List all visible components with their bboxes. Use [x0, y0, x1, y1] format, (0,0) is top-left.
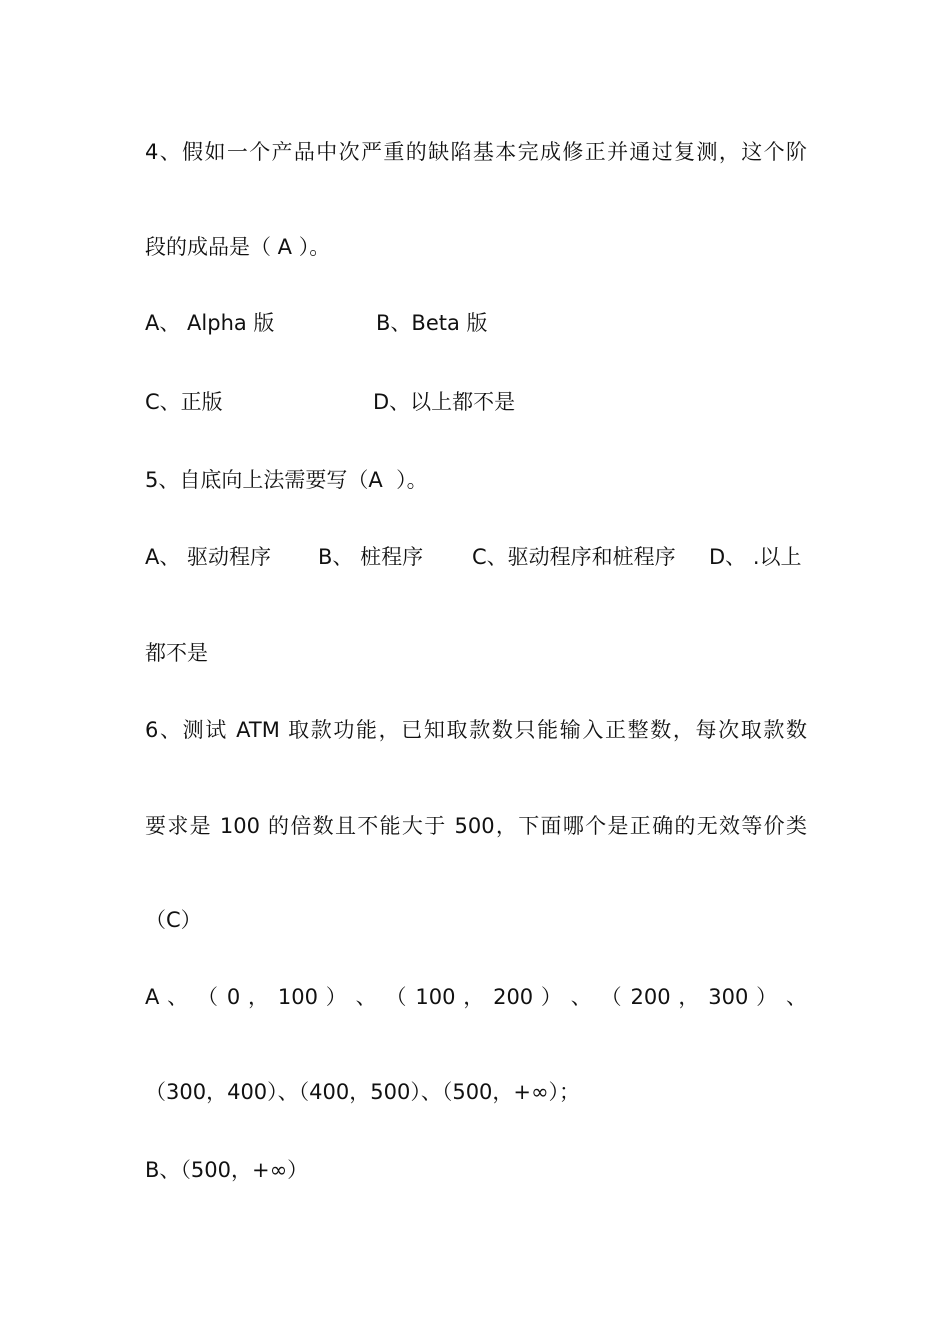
q5-option-b: B、 桩程序 [318, 545, 424, 569]
q4-options-row-2 [145, 388, 516, 472]
q5-option-d-continuation: 都不是 [145, 641, 208, 665]
q5-option-a: A、 驱动程序 [145, 545, 272, 569]
q4-option-c: C、正版 [145, 390, 223, 414]
q6-option-a-line-1: A 、 （ 0 ， 100 ） 、 （ 100 ， 200 ） 、 （ 200 ， 300 ） 、 [145, 985, 807, 1009]
q4-options-row-1 [145, 309, 488, 393]
q4-stem-line-1: 4、假如一个产品中次严重的缺陷基本完成修正并通过复测，这个阶 [145, 140, 807, 164]
q6-option-a-line-2: （300，400）、（400，500）、（500，+∞）； [145, 1080, 581, 1104]
q5-option-c: C、驱动程序和桩程序 [472, 545, 676, 569]
q4-option-b: B、Beta 版 [376, 311, 488, 335]
q6-option-b: B、（500，+∞） [145, 1158, 309, 1182]
q6-answer-line: （C） [145, 908, 202, 932]
q4-option-a: A、 Alpha 版 [145, 311, 275, 335]
q6-stem-line-2: 要求是 100 的倍数且不能大于 500，下面哪个是正确的无效等价类 [145, 814, 807, 838]
q4-option-d: D、以上都不是 [373, 390, 516, 414]
q6-stem-line-1: 6、测试 ATM 取款功能，已知取款数只能输入正整数，每次取款数 [145, 718, 807, 742]
q4-stem-line-2: 段的成品是（ A ）。 [145, 235, 331, 259]
q5-option-d: D、 .以上 [709, 545, 802, 569]
q5-stem: 5、自底向上法需要写（A ）。 [145, 468, 428, 492]
